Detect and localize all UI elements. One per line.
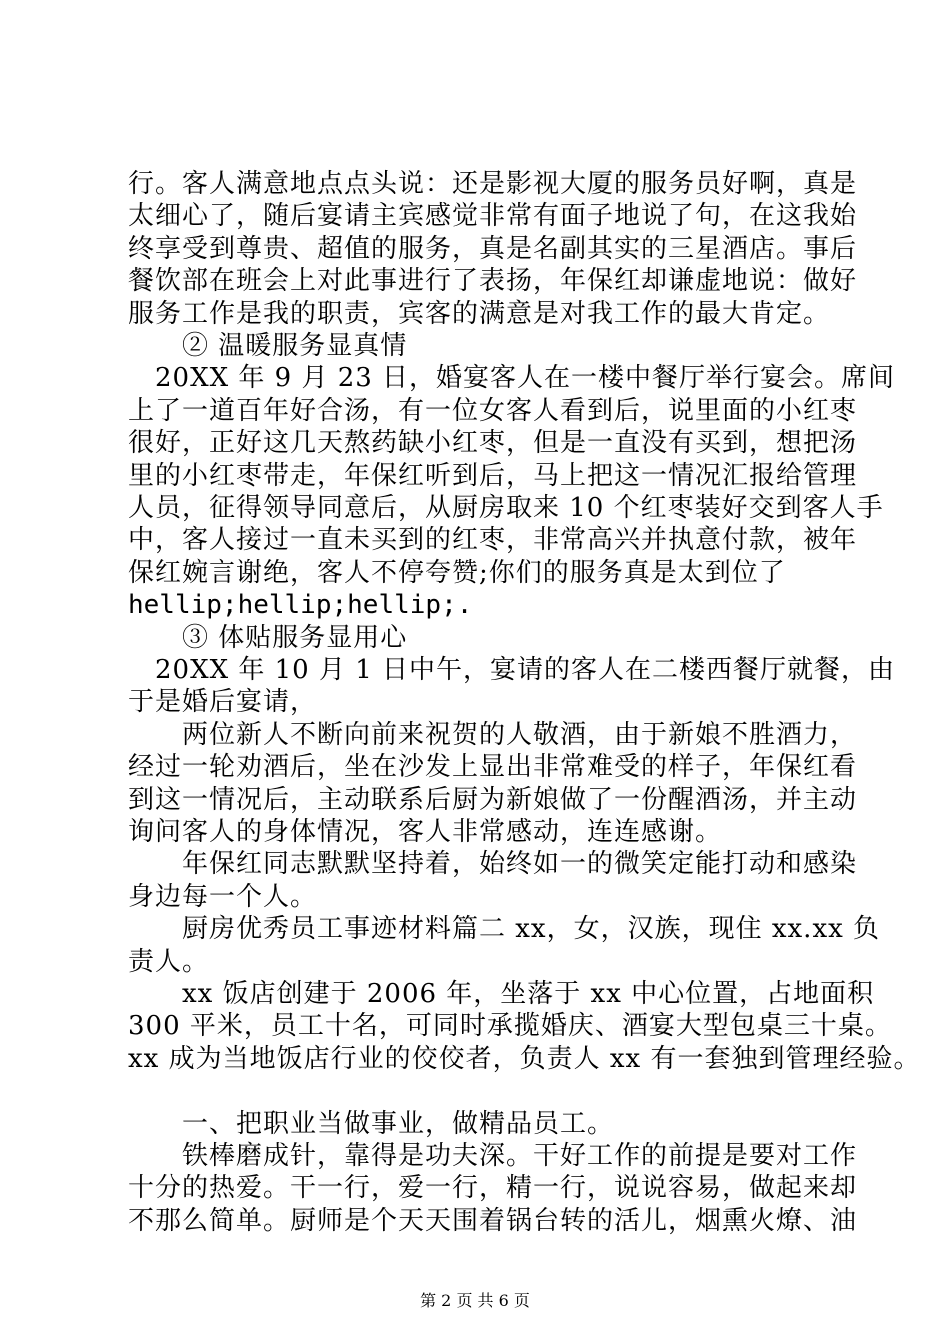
body-text-line: xx 成为当地饭店行业的佼佼者，负责人 xx 有一套独到管理经验。 — [128, 1044, 921, 1074]
body-text-line: 两位新人不断向前来祝贺的人敬酒，由于新娘不胜酒力， — [128, 720, 858, 750]
page-footer: 第 2 页 共 6 页 — [420, 1291, 530, 1310]
section-heading-caring-service: ③ 体贴服务显用心 — [128, 623, 408, 653]
body-text-line: 十分的热爱。干一行，爱一行，精一行，说说容易，做起来却 — [128, 1173, 858, 1203]
section-heading-career: 一、把职业当做事业，做精品员工。 — [128, 1109, 615, 1139]
body-text-line: 服务工作是我的职责，宾客的满意是对我工作的最大肯定。 — [128, 299, 831, 329]
body-text-line: 责人。 — [128, 947, 210, 977]
body-text-line: 厨房优秀员工事迹材料篇二 xx，女，汉族，现住 xx.xx 负 — [128, 914, 881, 944]
body-text-line: 询问客人的身体情况，客人非常感动，连连感谢。 — [128, 817, 723, 847]
body-text-line: 身边每一个人。 — [128, 882, 318, 912]
section-heading-warm-service: ② 温暖服务显真情 — [128, 331, 408, 361]
body-text-line: 餐饮部在班会上对此事进行了表扬，年保红却谦虚地说：做好 — [128, 266, 858, 296]
body-text-line: 人员，征得领导同意后，从厨房取来 10 个红枣装好交到客人手 — [128, 493, 884, 523]
body-text-line: 行。客人满意地点点头说：还是影视大厦的服务员好啊，真是 — [128, 169, 858, 199]
body-text-line: 太细心了，随后宴请主宾感觉非常有面子地说了句，在这我始 — [128, 201, 858, 231]
body-text-line: 铁棒磨成针，靠得是功夫深。干好工作的前提是要对工作 — [128, 1141, 858, 1171]
body-text-line: 年保红同志默默坚持着，始终如一的微笑定能打动和感染 — [128, 849, 858, 879]
body-text-line: 到这一情况后，主动联系后厨为新娘做了一份醒酒汤，并主动 — [128, 785, 858, 815]
body-text-line: xx 饭店创建于 2006 年，坐落于 xx 中心位置，占地面积 — [128, 979, 875, 1009]
body-text-line: 20XX 年 10 月 1 日中午，宴请的客人在二楼西餐厅就餐，由 — [128, 655, 896, 685]
body-text-line: 保红婉言谢绝，客人不停夸赞;你们的服务真是太到位了 — [128, 558, 786, 588]
body-text-line: 20XX 年 9 月 23 日，婚宴客人在一楼中餐厅举行宴会。席间 — [128, 363, 896, 393]
body-text-line: 不那么简单。厨师是个天天围着锅台转的活儿，烟熏火燎、油 — [128, 1206, 858, 1236]
body-text-line: 于是婚后宴请， — [128, 687, 318, 717]
body-text-line: 300 平米，员工十名，可同时承揽婚庆、酒宴大型包桌三十桌。 — [128, 1011, 892, 1041]
body-text-line: 经过一轮劝酒后，坐在沙发上显出非常难受的样子，年保红看 — [128, 752, 858, 782]
body-text-line: 里的小红枣带走，年保红听到后，马上把这一情况汇报给管理 — [128, 461, 858, 491]
body-text-line: 上了一道百年好合汤，有一位女客人看到后，说里面的小红枣 — [128, 396, 858, 426]
body-text-line: 终享受到尊贵、超值的服务，真是名副其实的三星酒店。事后 — [128, 234, 858, 264]
body-text-line: 中，客人接过一直未买到的红枣，非常高兴并执意付款，被年 — [128, 525, 858, 555]
body-text-line: 很好，正好这几天熬药缺小红枣，但是一直没有买到，想把汤 — [128, 428, 858, 458]
body-text-line: hellip;hellip;hellip;. — [128, 590, 473, 620]
